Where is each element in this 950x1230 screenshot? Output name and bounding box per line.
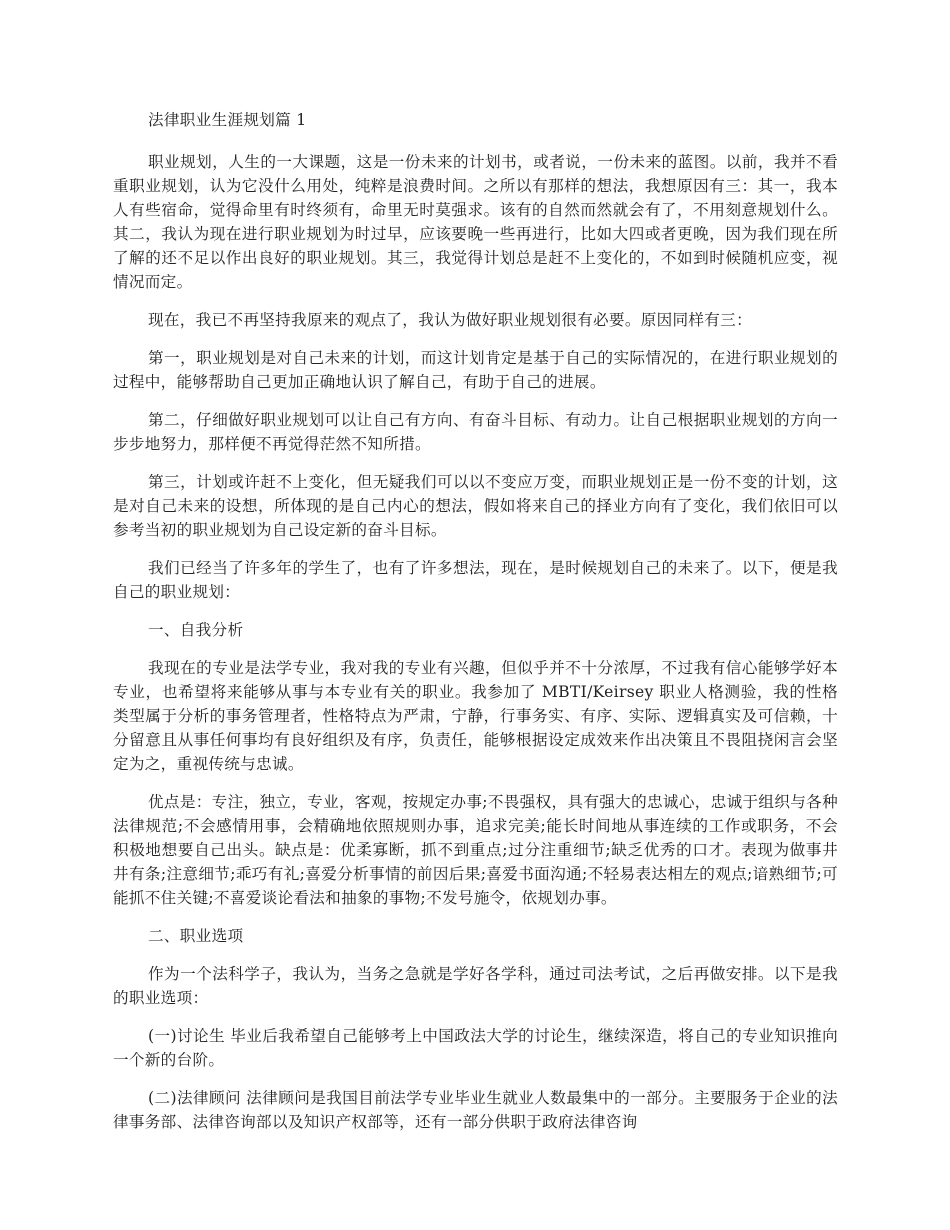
paragraph-reason-1: 第一，职业规划是对自己未来的计划，而这计划肯定是基于自己的实际情况的，在进行职业规划的过程中，能够帮助自己更加正确地认识了解自己，有助于自己的进展。: [113, 349, 838, 391]
paragraph-option-legal-advisor: (二)法律顾问 法律顾问是我国目前法学专业毕业生就业人数最集中的一部分。主要服务于企业的法律事务部、法律咨询部以及知识产权部等，还有一部分供职于政府法律咨询: [113, 1089, 838, 1131]
paragraph-view-change: 现在，我已不再坚持我原来的观点了，我认为做好职业规划很有必要。原因同样有三：: [148, 311, 752, 329]
paragraph-reason-2: 第二，仔细做好职业规划可以让自己有方向、有奋斗目标、有动力。让自己根据职业规划的方向一步步地努力，那样便不再觉得茫然不知所措。: [113, 411, 838, 453]
section-heading-self-analysis: 一、自我分析: [148, 621, 244, 639]
paragraph-career-intro: 作为一个法科学子，我认为，当务之急就是学好各学科，通过司法考试，之后再做安排。以下是我的职业选项：: [113, 965, 838, 1007]
paragraph-plan-intro: 我们已经当了许多年的学生了，也有了许多想法，现在，是时候规划自己的未来了。以下，便是我自己的职业规划：: [113, 559, 838, 601]
paragraph-reason-3: 第三，计划或许赶不上变化，但无疑我们可以以不变应万变，而职业规划正是一份不变的计划，这是对自己未来的设想，所体现的是自己内心的想法，假如将来自己的择业方向有了变化，我们依旧可以参考当初的职业规划为自己设定新的奋斗目标。: [113, 473, 838, 539]
paragraph-intro: 职业规划，人生的一大课题，这是一份未来的计划书，或者说，一份未来的蓝图。以前，我并不看重职业规划，认为它没什么用处，纯粹是浪费时间。之所以有那样的想法，我想原因有三：其一，我本人有些宿命，觉得命里有时终须有，命里无时莫强求。该有的自然而然就会有了，不用刻意规划什么。其二，我认为现在进行职业规划为时过早，应该要晚一些再进行，比如大四或者更晚，因为我们现在所了解的还不足以作出良好的职业规划。其三，我觉得计划总是赶不上变化的，不如到时候随机应变，视情况而定。: [113, 153, 838, 291]
paragraph-self-analysis: 我现在的专业是法学专业，我对我的专业有兴趣，但似乎并不十分浓厚，不过我有信心能够学好本专业，也希望将来能够从事与本专业有关的职业。我参加了 MBTI/Keirsey 职业人格测验，我的性格类型属于分析的事务管理者，性格特点为严肃，宁静，行事务实、有序、实际、逻辑真实及可信赖，十分留意且从事任何事均有良好组织及有序，负责任，能够根据设定成效来作出决策且不畏阻挠闲言会坚定为之，重视传统与忠诚。: [113, 659, 838, 773]
section-heading-career-options: 二、职业选项: [148, 927, 244, 945]
document-title: 法律职业生涯规划篇 1: [148, 111, 307, 129]
document-page: [113, 108, 838, 1148]
paragraph-option-graduate: (一)讨论生 毕业后我希望自己能够考上中国政法大学的讨论生，继续深造，将自己的专业知识推向一个新的台阶。: [113, 1027, 838, 1069]
paragraph-strengths-weaknesses: 优点是：专注，独立，专业，客观，按规定办事;不畏强权，具有强大的忠诚心，忠诚于组织与各种法律规范;不会感情用事，会精确地依照规则办事，追求完美;能长时间地从事连续的工作或职务，不会积极地想要自己出头。缺点是：优柔寡断，抓不到重点;过分注重细节;缺乏优秀的口才。表现为做事井井有条;注意细节;乖巧有礼;喜爱分析事情的前因后果;喜爱书面沟通;不轻易表达相左的观点;谙熟细节;可能抓不住关键;不喜爱谈论看法和抽象的事物;不发号施令，依规划办事。: [113, 793, 838, 907]
